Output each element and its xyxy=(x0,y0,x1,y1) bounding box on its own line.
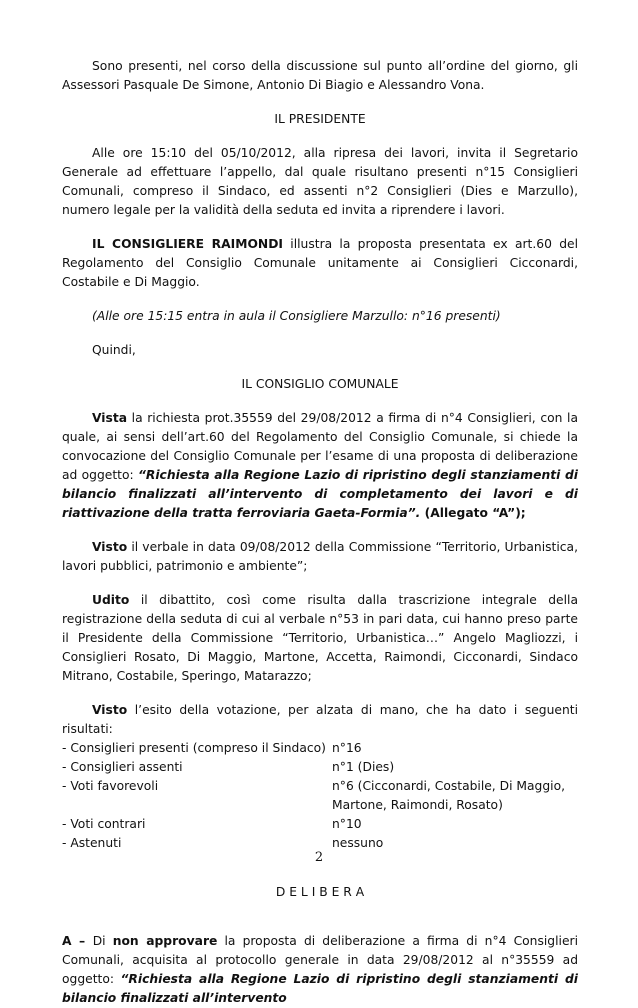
delibera-oggetto: “Richiesta alla Regione Lazio di ripristino degli stanziamenti di bilancio finalizzati all’intervento xyxy=(62,972,578,1005)
heading-consiglio-comunale: IL CONSIGLIO COMUNALE xyxy=(241,377,399,391)
heading-presidente: IL PRESIDENTE xyxy=(274,112,366,126)
raimondi-paragraph xyxy=(62,235,578,292)
visto-votazione-paragraph xyxy=(62,701,578,739)
delibera-text: la proposta di deliberazione a firma di n°4 Consiglieri Comunali, acquisita al protocollo generale in data 29/08/2012 al n°35559 ad oggetto: xyxy=(62,934,578,986)
vote-label-empty xyxy=(62,796,332,815)
udito-paragraph xyxy=(62,591,578,686)
vote-value: n°1 (Dies) xyxy=(332,760,395,774)
vote-value: nessuno xyxy=(332,836,384,850)
visto-verbale-paragraph xyxy=(62,538,578,576)
vote-value: n°6 (Cicconardi, Costabile, Di Maggio, xyxy=(332,779,566,793)
document-body xyxy=(62,57,578,1008)
vista-label: Vista xyxy=(92,411,128,425)
allegato-a: (Allegato “A”); xyxy=(420,506,526,520)
page-number: 2 xyxy=(314,850,324,865)
quindi-text: Quindi, xyxy=(92,343,136,357)
vote-value: n°10 xyxy=(332,817,362,831)
delibera-di: Di xyxy=(92,934,113,948)
udito-text: il dibattito, così come risulta dalla trascrizione integrale della registrazione della seduta di cui al verbale n°53 in pari data, cui hanno preso parte il Presidente della Commissione “Territorio, Urbanistica…” Angelo Magliozzi, i Consiglieri Rosato, Di Maggio, Martone, Accetta, Raimondi, Cicconardi, Sindaco Mitrano, Costabile, Speringo, Matarazzo; xyxy=(62,593,578,683)
roll-call-paragraph: Alle ore 15:10 del 05/10/2012, alla ripresa dei lavori, invita il Segretario Generale ad effettuare l’appello, dal quale risultano presenti n°15 Consiglieri Comunali, compreso il Sindaco, ed assenti n°2 Consiglieri (Dies e Marzullo), numero legale per la validità della seduta ed invita a riprendere i lavori. xyxy=(62,146,578,217)
non-approvare: non approvare xyxy=(112,934,218,948)
vote-results xyxy=(62,739,578,853)
visto-text: il verbale in data 09/08/2012 della Commissione “Territorio, Urbanistica, lavori pubblici, patrimonio e ambiente”; xyxy=(62,540,578,573)
raimondi-text: illustra la proposta presentata ex art.60 del Regolamento del Consiglio Comunale unitamente ai Consiglieri Cicconardi, Costabile e Di Maggio. xyxy=(62,237,578,289)
vista-text: la richiesta prot.35559 del 29/08/2012 a firma di n°4 Consiglieri, con la quale, ai sensi dell’art.60 del Regolamento del Consiglio Comunale, si chiede la convocazione del Consiglio Comunale per l’esame di una proposta di deliberazione ad oggetto: xyxy=(62,411,578,482)
visto-votazione-label: Visto xyxy=(92,703,128,717)
marzullo-note: (Alle ore 15:15 entra in aula il Consigliere Marzullo: n°16 presenti) xyxy=(92,309,501,323)
vote-label: - Consiglieri presenti (compreso il Sindaco) xyxy=(62,741,326,755)
vote-label: - Voti contrari xyxy=(62,817,146,831)
vista-paragraph xyxy=(62,409,578,523)
visto-votazione-text: l’esito della votazione, per alzata di mano, che ha dato i seguenti risultati: xyxy=(62,703,578,736)
vote-label: - Consiglieri assenti xyxy=(62,760,183,774)
heading-delibera: D E L I B E R A xyxy=(275,885,365,899)
consigliere-raimondi: IL CONSIGLIERE RAIMONDI xyxy=(92,237,284,251)
attendance-paragraph: Sono presenti, nel corso della discussione sul punto all’ordine del giorno, gli Assessori Pasquale De Simone, Antonio Di Biagio e Alessandro Vona. xyxy=(62,59,578,92)
vote-label: - Voti favorevoli xyxy=(62,779,159,793)
vote-value: n°16 xyxy=(332,741,362,755)
delibera-a-paragraph xyxy=(62,932,578,1008)
delibera-a-label: A – xyxy=(62,934,93,948)
vote-label: - Astenuti xyxy=(62,836,122,850)
vote-value: Martone, Raimondi, Rosato) xyxy=(332,798,503,812)
udito-label: Udito xyxy=(92,593,130,607)
visto-label: Visto xyxy=(92,540,128,554)
vista-oggetto: “Richiesta alla Regione Lazio di ripristino degli stanziamenti di bilancio finalizzati all’intervento di completamento dei lavori e di riattivazione della tratta ferroviaria Gaeta-Formia”. xyxy=(62,468,578,520)
